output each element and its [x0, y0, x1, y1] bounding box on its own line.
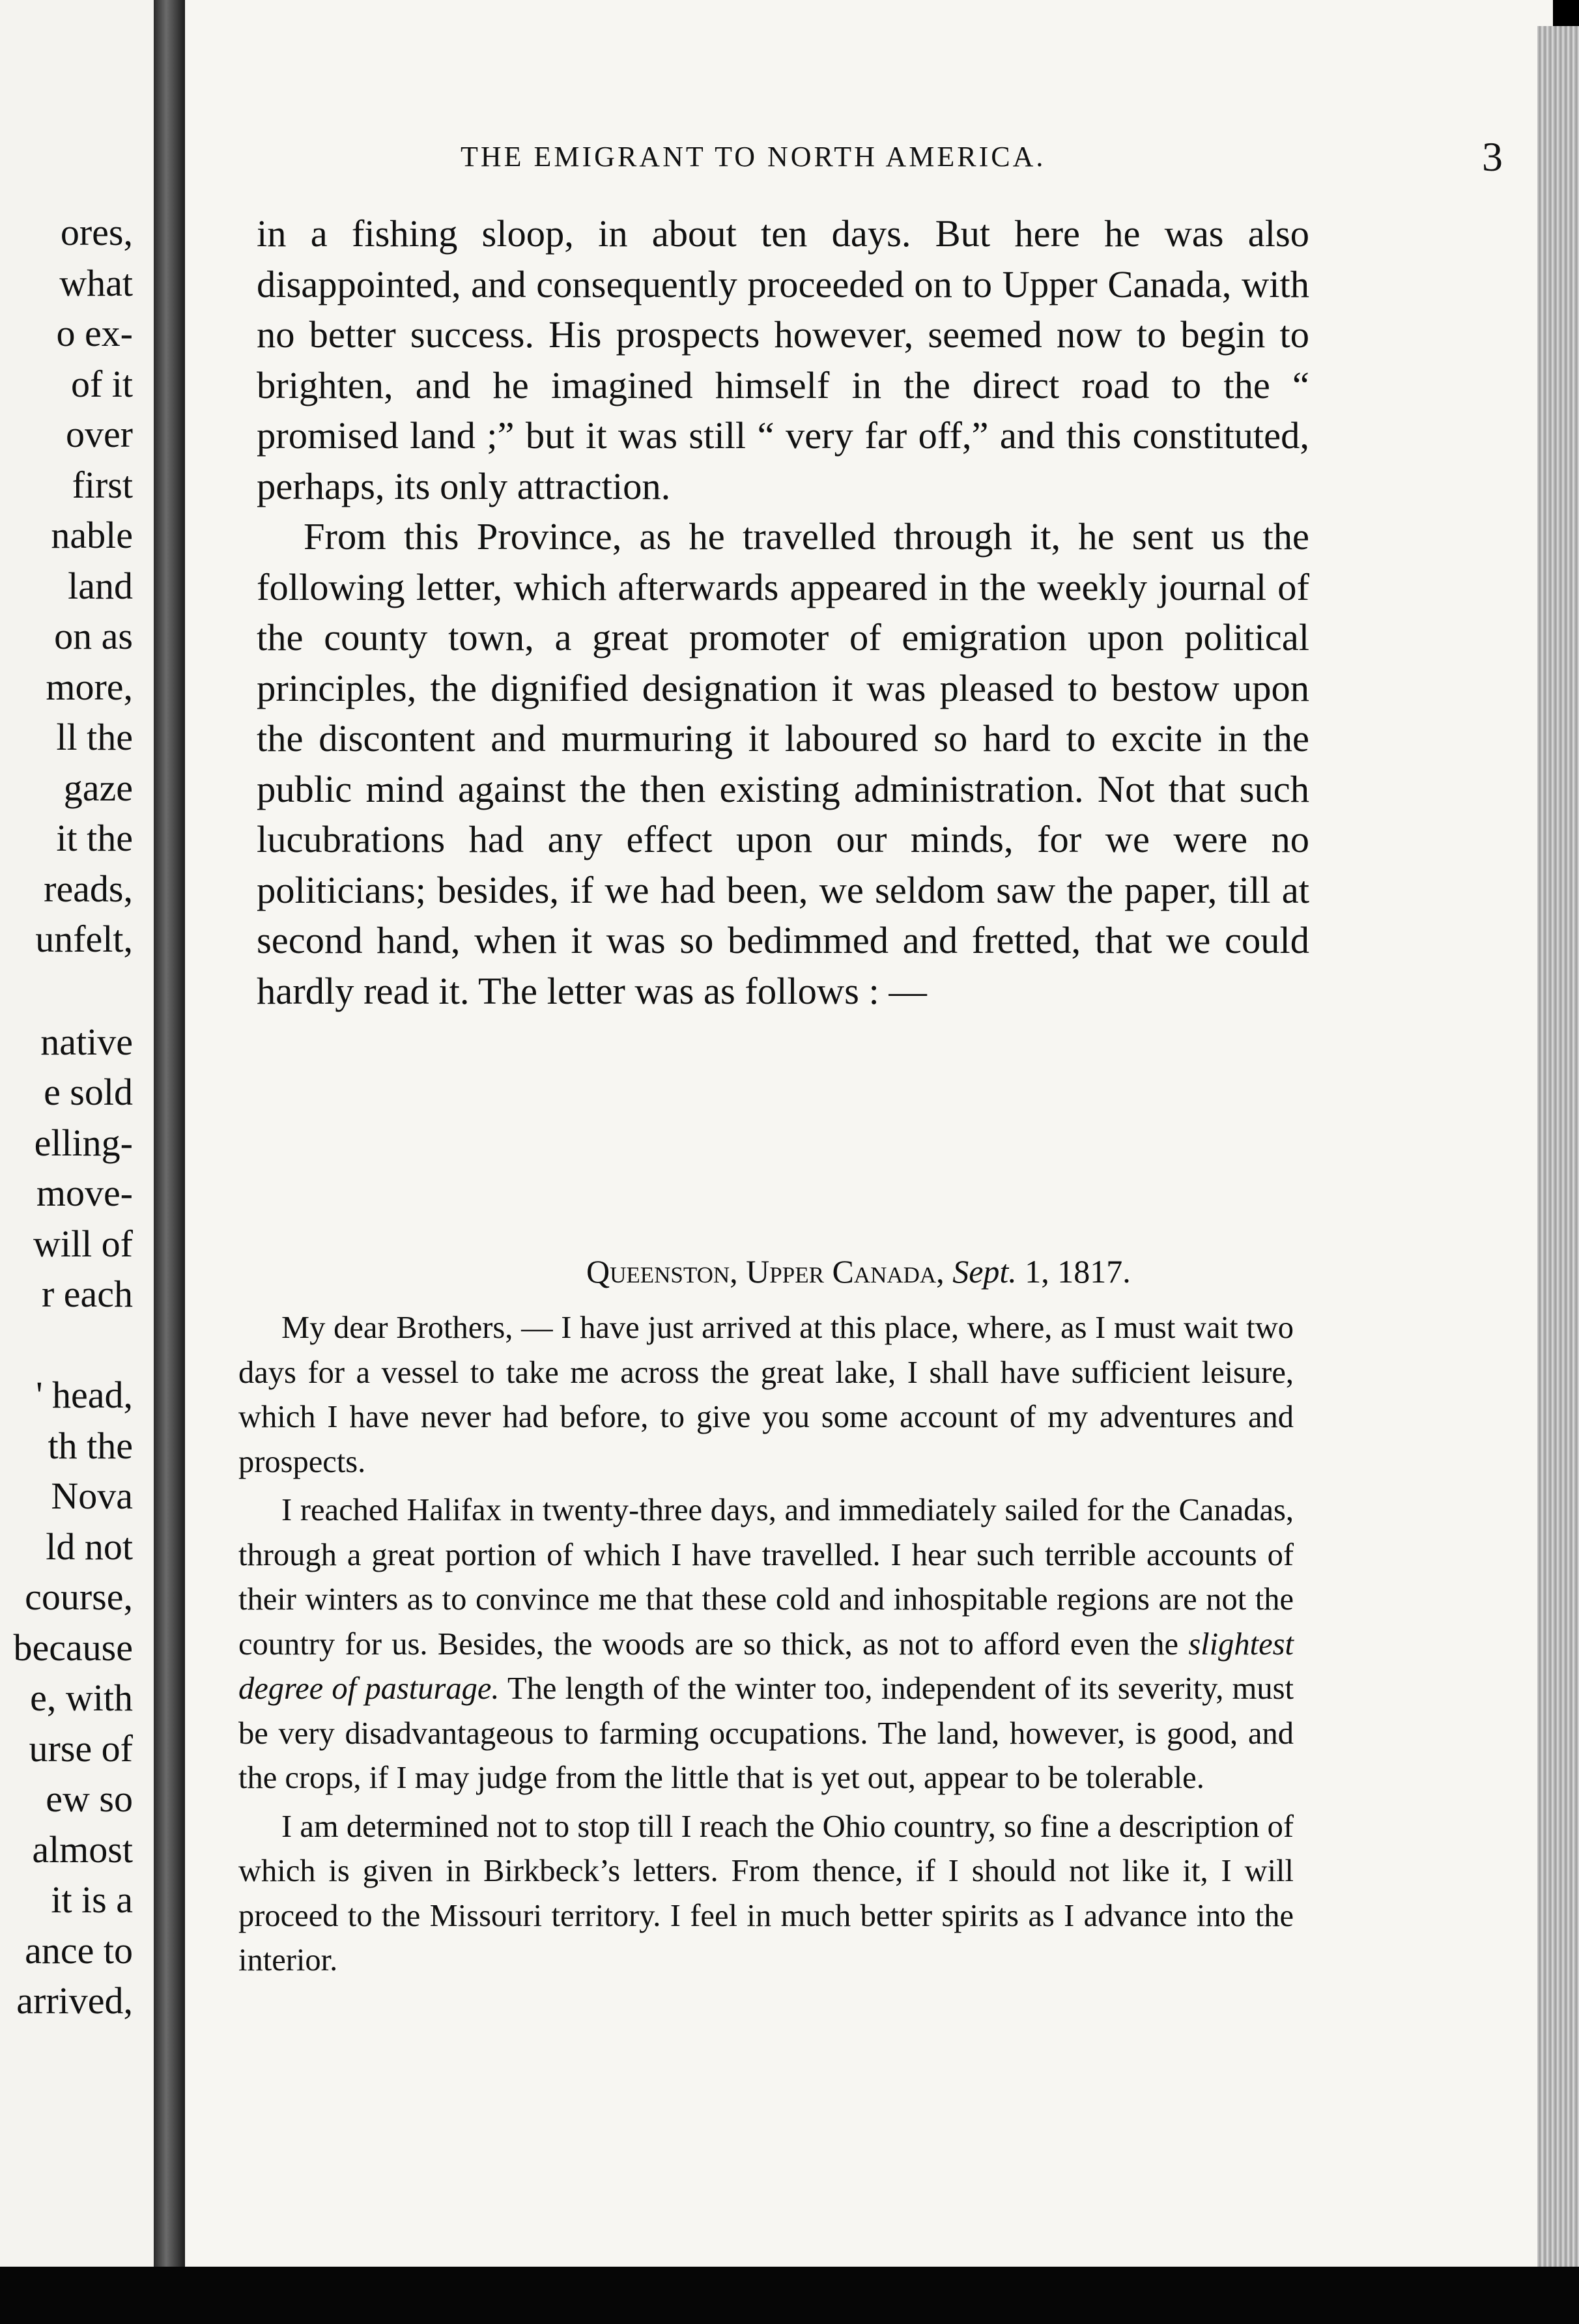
- fragment-line: e, with: [30, 1677, 133, 1719]
- letter-dateline: [586, 1245, 1131, 1297]
- fragment-line: because: [13, 1626, 133, 1669]
- scan-border: [0, 2267, 1579, 2324]
- fragment-line: arrived,: [16, 1979, 133, 2022]
- previous-page: [0, 0, 154, 2273]
- book-gutter: [154, 0, 185, 2324]
- letter-paragraph: My dear Brothers, — I have just arrived at this place, where, as I must wait two days for a vessel to take me across the great lake, I shall have sufficient leisure, which I have never had before, to give you some account of my adventures and prospects.: [238, 1311, 1294, 1479]
- paragraph-gap: [13, 965, 133, 1017]
- fragment-line: native: [40, 1020, 133, 1063]
- fragment-line: [13, 1320, 133, 1370]
- fragment-line: r each: [41, 1273, 133, 1315]
- dateline-place: Queenston, Upper Canada,: [586, 1253, 945, 1290]
- fragment-line: ' head,: [36, 1374, 133, 1416]
- fragment-line: ew so: [46, 1778, 133, 1820]
- fragment-line: ld not: [46, 1525, 133, 1568]
- fragment-line: move-: [36, 1172, 133, 1214]
- dateline-month: Sept.: [952, 1253, 1017, 1290]
- fragment-line: nable: [51, 514, 133, 556]
- fragment-line: first: [72, 463, 133, 506]
- fragment-line: it the: [56, 817, 133, 859]
- fragment-line: of it: [70, 362, 133, 405]
- fragment-line: land: [68, 564, 133, 607]
- paragraph: From this Province, as he travelled through it, he sent us the following letter, which afterwards appeared in the weekly journal of the county town, a great promoter of emigration upon political principles, the dignified designation it was pleased to bestow upon the discontent and murmuring it laboured so hard to excite in the public mind against the then existing administration. Not that such lucubrations had any effect upon our minds, for we were no politicians; besides, if we had been, we seldom saw the paper, till at second hand, when it was so bedimmed and fretted, that we could hardly read it. The letter was as follows : —: [257, 515, 1309, 1012]
- letter-paragraph: [238, 1488, 1294, 1801]
- fragment-line: o ex-: [56, 312, 133, 354]
- fragment-line: course,: [25, 1576, 133, 1618]
- fragment-line: more,: [46, 665, 133, 708]
- fragment-line: e sold: [44, 1071, 133, 1113]
- fragment-line: unfelt,: [35, 918, 133, 960]
- dateline-date: 1, 1817.: [1016, 1253, 1131, 1290]
- fragment-line: ores,: [60, 211, 133, 253]
- fragment-line: will of: [33, 1222, 133, 1265]
- letter-text-run: The length of the winter too, independent of its severity, must be very disadvantageous to farming occupations. The land, however, is good, and the crops, if I may judge from the little that is yet out, appear to be tolerable.: [238, 1671, 1294, 1795]
- fragment-line: it is a: [51, 1878, 133, 1921]
- letter-text-run: I reached Halifax in twenty-three days, and immediately sailed for the Canadas, through a great portion of which I have travelled. I hear such terrible accounts of their winters as to convince me that these cold and inhospitable regions are not the country for us. Besides, the woods are so thick, as not to afford even the: [238, 1493, 1294, 1662]
- paragraph: in a fishing sloop, in about ten days. But here he was also disappointed, and consequently proceeded on to Upper Canada, with no better success. His prospects however, seemed now to begin to brighten, and he imagined himself in the direct road to the “ promised land ;” but it was still “ very far off,” and this constituted, perhaps, its only attraction.: [257, 212, 1309, 507]
- page-header: [461, 128, 1503, 186]
- page-number: 3: [1482, 134, 1503, 180]
- fragment-line: what: [59, 261, 133, 304]
- fragment-line: over: [65, 413, 133, 455]
- fragment-line: reads,: [44, 867, 133, 910]
- fragment-line: ll the: [56, 716, 133, 758]
- fragment-line: gaze: [63, 766, 133, 809]
- running-head: THE EMIGRANT TO NORTH AMERICA.: [461, 141, 1046, 173]
- fragment-line: urse of: [29, 1727, 133, 1770]
- letter-paragraph: I am determined not to stop till I reach the Ohio country, so fine a description of which is given in Birkbeck’s letters. From thence, if I should not like it, I will proceed to the Missouri territory. I feel in much better spirits as I advance into the interior.: [238, 1809, 1294, 1977]
- letter-text: [238, 1306, 1294, 1983]
- fragment-line: elling-: [34, 1121, 133, 1164]
- fragment-line: th the: [48, 1424, 133, 1467]
- fragment-line: ance to: [25, 1929, 133, 1972]
- letter-emphasis: slightest degree of pasturage.: [238, 1626, 1294, 1706]
- fragment-line: Nova: [51, 1475, 133, 1517]
- page-edges: [1537, 26, 1579, 2267]
- fragment-line: on as: [54, 615, 133, 657]
- previous-page-text: [13, 207, 133, 2026]
- body-text: [257, 208, 1309, 1016]
- fragment-line: almost: [32, 1828, 133, 1871]
